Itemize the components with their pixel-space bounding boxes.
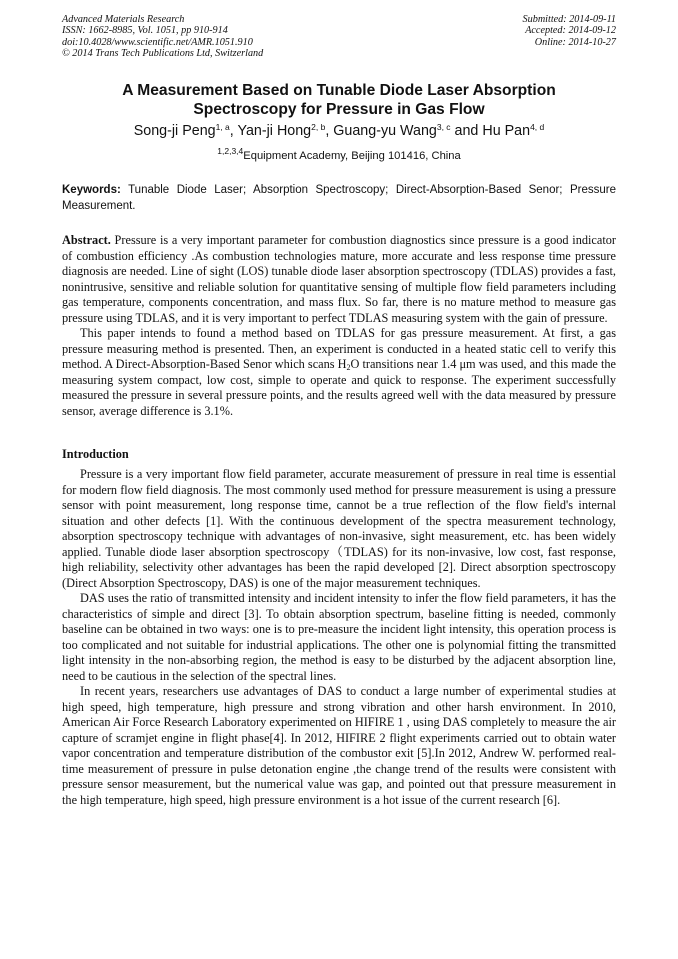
author-name: Yan-ji Hong bbox=[237, 123, 312, 139]
author-affiliation-mark: 3, c bbox=[436, 122, 451, 132]
introduction-paragraph-1: Pressure is a very important flow field parameter, accurate measurement of pressure in real time is essential for modern flow field diagnosis. The most commonly used method for pressure measurement is using a pressure sensor with point measurement, long response time, cannot be a true reflection of the flow field's internal situation and other defects [1]. With the continuous development of the spectra measurement technology, absorption spectroscopy technique with advantages of non-invasive, sight measurement, etc. has been widely applied. Tunable diode laser absorption spectroscopy（TDLAS) for its non-invasive, low cost, fast response, high reliability, selectivity other advantages has been the rapid developed [2]. Direct absorption spectroscopy (Direct Absorption Spectroscopy, DAS) is one of the major measurement techniques. bbox=[62, 467, 616, 590]
title-line-2: Spectroscopy for Pressure in Gas Flow bbox=[193, 101, 485, 118]
affiliation bbox=[62, 146, 616, 163]
abstract-label: Abstract. bbox=[62, 233, 111, 247]
author-affiliation-mark: 4, d bbox=[530, 122, 545, 132]
author-name: Song-ji Peng bbox=[133, 123, 216, 139]
abstract-paragraph-2: This paper intends to found a method based on TDLAS for gas pressure measurement. At first, a gas pressure measuring method is presented. Then, an experiment is conducted in a heated static cell to verify this method. A Direct-Absorption-Based Senor which scans $H_2O$ transitions near 1.4 μm was used, and this made the measuring system compact, low cost, simple to operate and quick to response. The experiment successfully measured the pressure in several pressure points, and the results agreed well with the data measured by pressure sensor, average difference is 3.1%. bbox=[62, 326, 616, 418]
author-list: Song-ji Peng$^{1, a}$, Yan-ji Hong$^{2, b}$, Guang-yu Wang$^{3, c}$ and Hu Pan$^{4, d}$ bbox=[133, 122, 545, 139]
keywords-label: Keywords: bbox=[62, 184, 121, 196]
keywords bbox=[62, 183, 616, 214]
abstract-paragraph-1: Abstract. Pressure is a very important parameter for combustion diagnostics since pressure is a good indicator of combustion efficiency .As combustion technologies mature, more accurate and less response time pressure diagnosis are needed. Line of sight (LOS) tunable diode laser absorption spectroscopy (TDLAS) provides a fast, nonintrusive, sensitive and reliable solution for quantitative sensing of multiple flow field parameters including gas temperature, components concentration, and mass flux. So far, there is no mature method to measure gas pressure using TDLAS, and it is very important to perfect TDLAS measuring system with the gain of pressure. bbox=[62, 233, 616, 325]
abstract-section bbox=[62, 233, 616, 419]
author-name: Guang-yu Wang bbox=[333, 123, 437, 139]
journal-issn: ISSN: 1662-8985, Vol. 1051, pp 910-914 bbox=[62, 25, 228, 37]
title-line-1: A Measurement Based on Tunable Diode Laser Absorption bbox=[122, 82, 556, 99]
author-affiliation-mark: 2, b bbox=[311, 122, 326, 132]
author-name: Hu Pan bbox=[482, 123, 531, 139]
submission-dates bbox=[523, 14, 616, 48]
accepted-date: Accepted: 2014-09-12 bbox=[525, 25, 616, 37]
introduction-paragraph-2: DAS uses the ratio of transmitted intensity and incident intensity to infer the flow field parameters, it has the characteristics of simple and direct [3]. To obtain absorption spectrum, baseline fitting is needed, commonly baseline can be obtained in two ways: one is to pre-measure the incident light intensity, this operation process is too complicated and not suitable for industrial applications. The other one is polynomial fitting the transmitted light intensity in the non-absorbing region, the method is easy to be disturbed by the adjacent absorption line, need to be cautious in the selection of the spectral lines. bbox=[62, 591, 616, 683]
introduction-section bbox=[62, 467, 616, 808]
journal-doi: doi:10.4028/www.scientific.net/AMR.1051.910 bbox=[62, 36, 253, 48]
online-date: Online: 2014-10-27 bbox=[534, 36, 616, 48]
submitted-date: Submitted: 2014-09-11 bbox=[522, 14, 616, 25]
journal-info bbox=[62, 14, 263, 60]
keywords-text: Tunable Diode Laser; Absorption Spectroscopy; Direct-Absorption-Based Senor; Pressure Measurement. bbox=[62, 184, 616, 212]
paper-title bbox=[62, 81, 616, 119]
journal-copyright: © 2014 Trans Tech Publications Ltd, Switzerland bbox=[62, 48, 264, 60]
journal-name: Advanced Materials Research bbox=[62, 14, 185, 25]
affiliation-text: Equipment Academy, Beijing 101416, China bbox=[243, 150, 461, 162]
affiliation-mark: 1,2,3,4 bbox=[217, 146, 244, 156]
introduction-paragraph-3: In recent years, researchers use advantages of DAS to conduct a large number of experimental studies at high speed, high temperature, high pressure and strong vibration and other harsh environment. In 2010, American Air Force Research Laboratory experimented on HIFIRE 1 , using DAS completely to measure the air capture of scramjet engine in flight phase[4]. In 2012, HIFIRE 2 flight experiments carried out to obtain water vapor concentration and temperature distribution of the combustor exit [5].In 2012, Andrew W. performed real-time measurement of pressure in pulse detonation engine ,the change trend of the results were consistent with pressure sensor measurement, but the numerical value was gap, and pointed out that pressure measurement in the high temperature, high speed, high pressure environment is a hot issue of the current research [6]. bbox=[62, 684, 616, 807]
author-affiliation-mark: 1, a bbox=[215, 122, 230, 132]
section-heading-introduction: Introduction bbox=[62, 447, 129, 461]
